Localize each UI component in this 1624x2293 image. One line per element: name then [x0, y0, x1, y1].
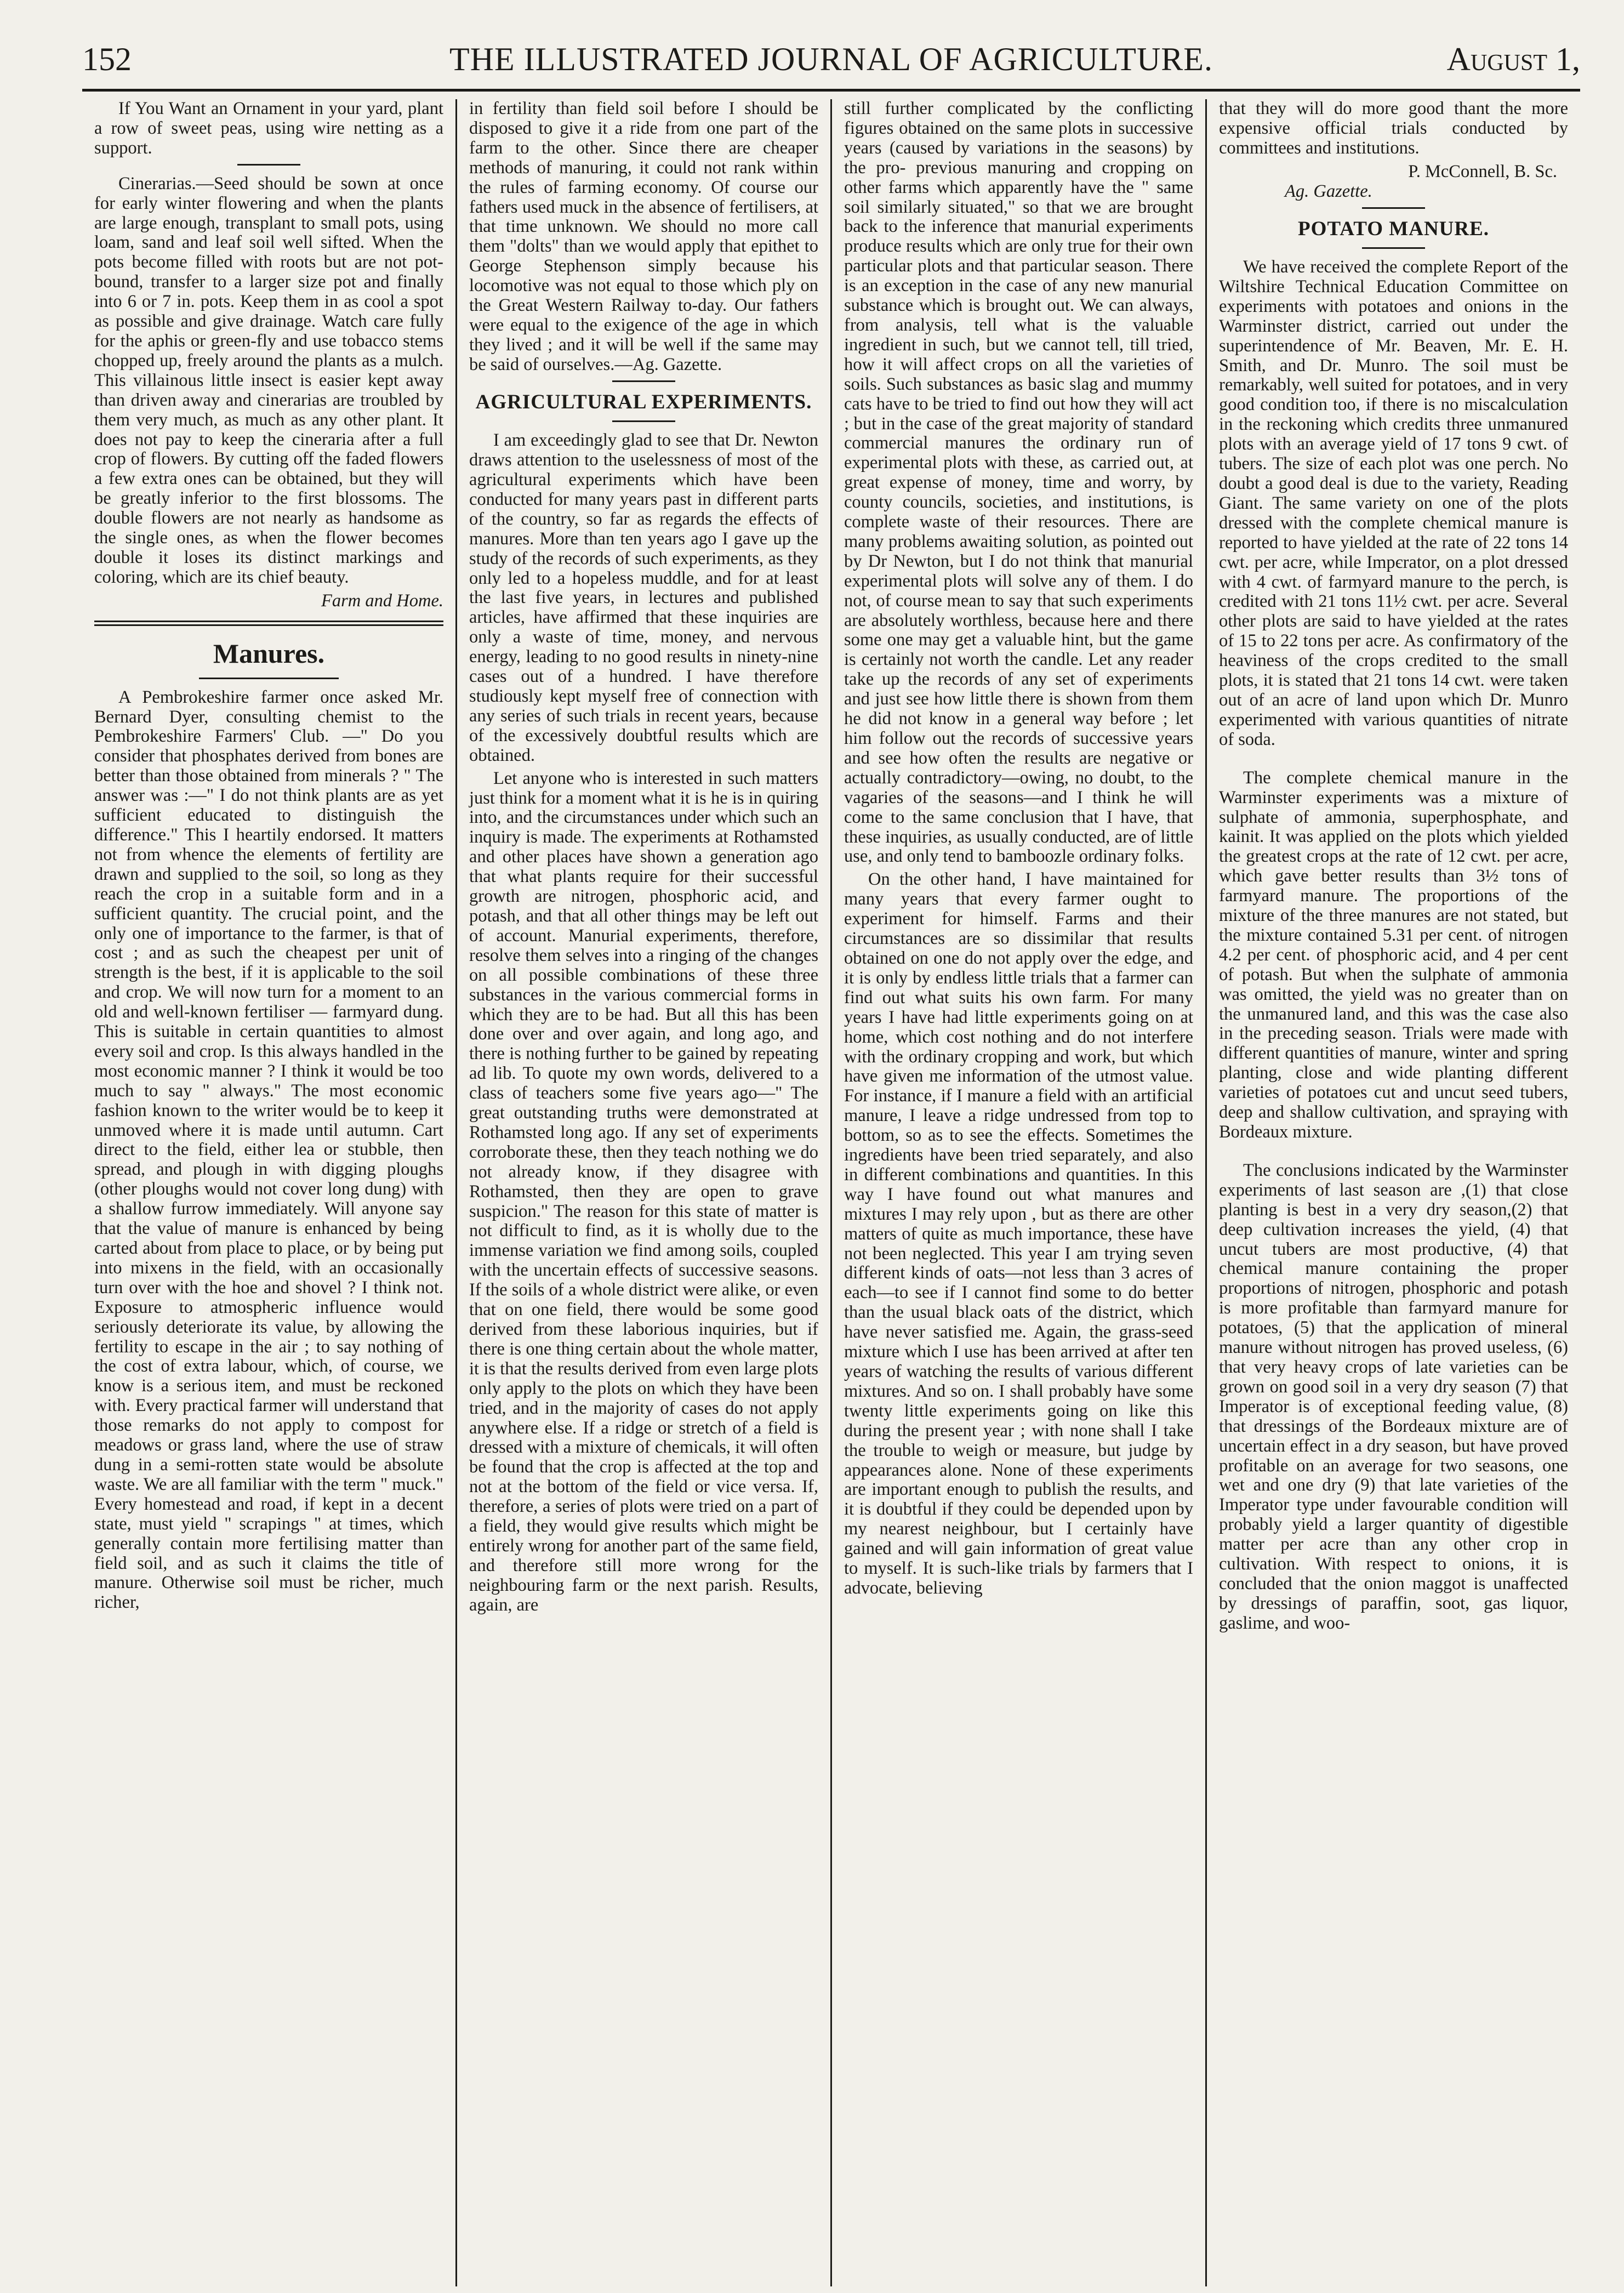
column-3 [832, 99, 1207, 2286]
journal-title: THE ILLUSTRATED JOURNAL OF AGRICULTURE. [449, 41, 1213, 77]
divider [1362, 207, 1425, 209]
manures-paragraph: A Pembrokeshire farmer once asked Mr. Bernard Dyer, consulting chemist to the Pembrokeshire Farmers' Club. —" Do you consider that phosphates derived from bones are better than those obtained from minerals ? " The answer was :—" I do not think plants are as yet sufficient educated to distinguish the difference." This I heartily endorsed. It matters not from whence the elements of fertility are drawn and supplied to the soil, so long as they reach the crop in a suitable form and in a sufficient quantity. The crucial point, and the only one of importance to the farmer, is that of cost ; and as such the cheapest per unit of strength is the best, if it is applicable to the soil and crop. We will now turn for a moment to an old and well-known fertiliser — farmyard dung. This is suitable in certain quantities to almost every soil and crop. Is this always handled in the most economic manner ? I think it would be too much to say " always." The most economic fashion known to the writer would be to keep it unmoved where it is made until autumn. Cart direct to the field, either lea or stubble, then spread, and plough in with digging ploughs (other ploughs would not cover long dung) with a shallow furrow immediately. Will anyone say that the value of manure is enhanced by being carted about from place to place, or by being put into mixens in the field, with an occasionally turn over with the hoe and shovel ? I think not. Exposure to atmospheric influence would seriously deteriorate its value, by allowing the fertility to escape in the air ; to say nothing of the cost of extra labour, which, of course, we know is a serious item, and must be reckoned with. Every practical farmer will understand that those remarks do not apply to compost for meadows or grass land, where the use of straw dung in a semi-rotten state would be absolute waste. We are all familiar with the term " muck." Every homestead and road, if kept in a decent state, must yield " scrapings " at times, which generally contain more fertilising matter than field soil, and as such it claims the title of manure. Otherwise soil must be richer, much richer, [94, 687, 443, 1613]
potato-paragraph-3: The conclusions indicated by the Warminster experiments of last season are ,(1) that close planting is best in a very dry season,(2) that deep cultivation increases the yield, (4) that uncut tubers are most productive, (4) that chemical manure containing the proper proportions of nitrogen, phosphoric and potash is more profitable than farmyard manure for potatoes, (5) that the application of mineral manure without nitrogen has proved useless, (6) that very heavy crops of late varieties can be grown on good soil in a very dry season (7) that Imperator is of exceptional feeding value, (8) that dressings of the Bordeaux mixture are of uncertain effect in a dry season, but have proved profitable on an average for two seasons, one wet and one dry (9) that late varieties of the Imperator type under favourable condition will probably yield a larger quantity of digestible matter per acre than any other crop in cultivation. With respect to onions, it is concluded that the onion maggot is unaffected by dressings of paraffin, soot, gas liquor, gaslime, and woo- [1219, 1160, 1568, 1633]
experiments-conclusion: that they will do more good thant the more expensive official trials conducted by committees and institutions. [1219, 99, 1568, 158]
ornament-note: If You Want an Ornament in your yard, plant a row of sweet peas, using wire netting as a support. [94, 99, 443, 158]
experiments-paragraph-3: On the other hand, I have maintained for many years that every farmer ought to experiment for himself. Farms and their circumstances are so dissimilar that results obtained on one do not apply over the edge, and it is only by endless little trials that a farmer can find out what suits his own farm. For many years I have had little experiments going on at home, which cost nothing and do not interfere with the ordinary cropping and work, but which have given me information of the utmost value. For instance, if I manure a field with an artificial manure, I leave a ridge undressed from top to bottom, so as to see the effects. Sometimes the ingredients have been tried separately, and also in different combinations and quantities. In this way I have found out what manures and mixtures I may rely upon , but as there are other matters of quite as much importance, these have not been neglected. This year I am trying seven different kinds of oats—not less than 3 acres of each—to see if I cannot find some to do better than the usual black oats of the district, which have never satisfied me. Again, the grass-seed mixture which I use has been arrived at after ten years of watching the results of various different mixtures. And so on. I shall probably have some twenty little experiments going on like this during the present year ; with none shall I take the trouble to weigh or measure, but judge by appearances alone. None of these experiments are important enough to publish the results, and it is doubtful if they could be depended upon by my nearest neighbour, but I certainly have gained and will gain information of great value to myself. It is such-like trials by farmers that I advocate, believing [844, 869, 1193, 1598]
divider [1362, 247, 1425, 249]
divider [612, 380, 675, 382]
page-number: 152 [82, 41, 132, 77]
manures-continued: in fertility than field soil before I should be disposed to give it a ride from one part of the farm to the other. Since there are cheaper methods of manuring, it could not rank within the rules of farming economy. Of course our fathers used muck in the absence of fertilisers, at that time unknown. We should no more call them "dolts" than we would apply that epithet to George Stephenson simply because his locomotive was not equal to those which ply on the Great Western Railway to-day. Our fathers were equal to the exigence of the age in which they lived ; and it will be well if the same may be said of ourselves.—Ag. Gazette. [469, 99, 818, 374]
divider [199, 678, 339, 679]
divider [612, 420, 675, 422]
cinerarias-source: Farm and Home. [321, 590, 443, 611]
author-signature: P. McConnell, B. Sc. [1408, 161, 1557, 181]
column-4 [1207, 99, 1580, 2286]
page-header [82, 38, 1580, 92]
issue-date: August 1, [1446, 41, 1580, 77]
potato-paragraph-2: The complete chemical manure in the Warminster experiments was a mixture of sulphate of ammonia, superphosphate, and kainit. It was applied on the plots which yielded the greatest crops at the rate of 12 cwt. per acre, which gave better results than 3½ tons of farmyard manure. The proportions of the mixture of the three manures are not stated, but the mixture contained 5.31 per cent. of nitrogen 4.2 per cent. of phosphoric acid, and 4 per cent of potash. But when the sulphate of ammonia was omitted, the yield was no greater than on the unmanured land, and this was the case also in the preceding season. Trials were made with different quantities of manure, winter and spring planting, close and wide planting different varieties of potatoes cut and uncut seed tubers, deep and shallow cultivation, and spraying with Bordeaux mixture. [1219, 767, 1568, 1142]
article-columns [82, 99, 1580, 2286]
experiments-continued: still further complicated by the conflicting figures obtained on the same plots in successive years (caused by variations in the seasons) by the pro- previous manuring and cropping on other farms which apparently have the " same soil similarly situated," so that we are brought back to the inference that manurial experiments produce results which are only true for their own particular plots and that particular season. There is an exception in the case of any new manurial substance which is brought out. We can always, from analysis, tell what is the valuable ingredient in such, but we cannot tell, till tried, how it will affect crops on all the varieties of soils. Such substances as basic slag and mummy cats have to be tried to find out how they will act ; but in the case of the great majority of standard commercial manures the ordinary run of experimental plots with these, as carried out, at great expense of money, time and worry, by county councils, societies, and institutions, is complete waste of their resources. There are many problems awaiting solution, as pointed out by Dr Newton, but I do not think that manurial experimental plots will solve any of them. I do not, of course mean to say that such experiments are absolutely worthless, because here and there some one may get a valuable hint, but the game is certainly not worth the candle. Let any reader take up the records of any set of experiments and just see how little there is shown from them he did not know in a general way before ; let him follow out the records of successive years and see how often the results are negative or actually contradictory—owing, no doubt, to the vagaries of the seasons—and I think he will come to the same conclusion that I have, that these inquiries, as usually conducted, are of little use, and only tend to bamboozle ordinary folks. [844, 99, 1193, 867]
double-rule [94, 621, 443, 626]
experiments-heading: AGRICULTURAL EXPERIMENTS. [475, 390, 812, 413]
manures-heading: Manures. [213, 638, 325, 669]
column-1 [82, 99, 457, 2286]
experiments-paragraph-2: Let anyone who is interested in such matters just think for a moment what it is he is in quiring into, and the circumstances under which such an inquiry is made. The experiments at Rothamsted and other places have shown a generation ago that what plants require for their successful growth are nitrogen, phosphoric acid, and potash, and that all other things may be left out of account. Manurial experiments, therefore, resolve them selves into a ringing of the changes on all possible combinations of these three substances in the various commercial forms in which they are to be had. But all this has been done over and over again, and long ago, and there is nothing further to be gained by repeating ad lib. To quote my own words, delivered to a class of teachers some five years ago—" The great outstanding truths were demonstrated at Rothamsted long ago. If any set of experiments corroborate these, then they teach nothing we do not already know, if they disagree with Rothamsted, then they are open to grave suspicion." The reason for this state of matter is not difficult to find, as it is wholly due to the immense variation we find among soils, coupled with the uncertain effects of successive seasons. If the soils of a whole district were alike, or even that on one field, there would be some good derived from these laborious inquiries, but if there is one thing certain about the whole matter, it is that the results derived from even large plots only apply to the plots on which they have been tried, and in the majority of cases do not apply anywhere else. If a ridge or stretch of a field is dressed with a mixture of chemicals, it will often be found that the crop is affected at the top and not at the bottom of the field or vice versa. If, therefore, a series of plots were tried on a part of a field, they would give results which might be entirely wrong for another part of the same field, and therefore still more wrong for the neighbouring farm or the next parish. Results, again, are [469, 768, 818, 1615]
cinerarias-paragraph: Cinerarias.—Seed should be sown at once for early winter flowering and when the plants are large enough, transplant to small pots, using loam, sand and leaf soil well sifted. When the pots become filled with roots but are not pot-bound, transfer to a larger size pot and finally into 6 or 7 in. pots. Keep them in as cool a spot as possible and give drainage. Watch care fully for the aphis or green-fly and use tobacco stems chopped up, freely around the plants as a mulch. This villainous little insect is easier kept away than driven away and cinerarias are troubled by them very much, as much as any other plant. It does not pay to keep the cineraria after a full crop of flowers. By cutting off the faded flowers a few extra ones can be obtained, but they will be greatly inferior to the first blossoms. The double flowers are not nearly as handsome as the single ones, as when the flower becomes double it loses its distinct markings and coloring, which are its chief beauty. [94, 173, 443, 587]
column-2 [457, 99, 832, 2286]
divider [237, 164, 300, 166]
article-source: Ag. Gazette. [1285, 181, 1372, 202]
potato-manure-heading: POTATO MANURE. [1297, 217, 1490, 240]
potato-paragraph-1: We have received the complete Report of the Wiltshire Technical Education Committee on experiments with potatoes and onions in the Warminster district, carried out under the superintendence of Mr. Beaven, Mr. E. H. Smith, and Dr. Munro. The soil must be remarkably, well suited for potatoes, and in very good condition too, if there is no miscalculation in the reckoning which credits three unmanured plots with an average yield of 17 tons 9 cwt. of tubers. The size of each plot was one perch. No doubt a good deal is due to the variety, Reading Giant. The same variety on one of the plots dressed with the complete chemical manure is reported to have yielded at the rate of 22 tons 14 cwt. per acre, while Impєrator, on a plot dressed with 4 cwt. of farmyard manure to the perch, is credited with 21 tons 11½ cwt. per acre. Several other plots are said to have yielded at the rates of 15 to 22 tons per acre. As confirmatory of the heaviness of the crops credited to the small plots, it is stated that 21 tons 14 cwt. were taken out of an acre of land upon which Dr. Munro experimented with various quantities of nitrate of soda. [1219, 257, 1568, 749]
experiments-paragraph-1: I am exceedingly glad to see that Dr. Newton draws attention to the uselessness of most of the agricultural experiments which have been conducted for many years past in different parts of the country, so far as regards the effects of manures. More than ten years ago I gave up the study of the records of such experiments, as they only led to a hopeless muddle, and for at least the last five years, in lectures and published articles, have affirmed that these inquiries are only a waste of time, money, and nervous energy, leading to no good results in ninety-nine cases out of a hundred. I have therefore studiously kept myself free of connection with any series of such trials in recent years, because of the excessively doubtful results which are obtained. [469, 430, 818, 765]
